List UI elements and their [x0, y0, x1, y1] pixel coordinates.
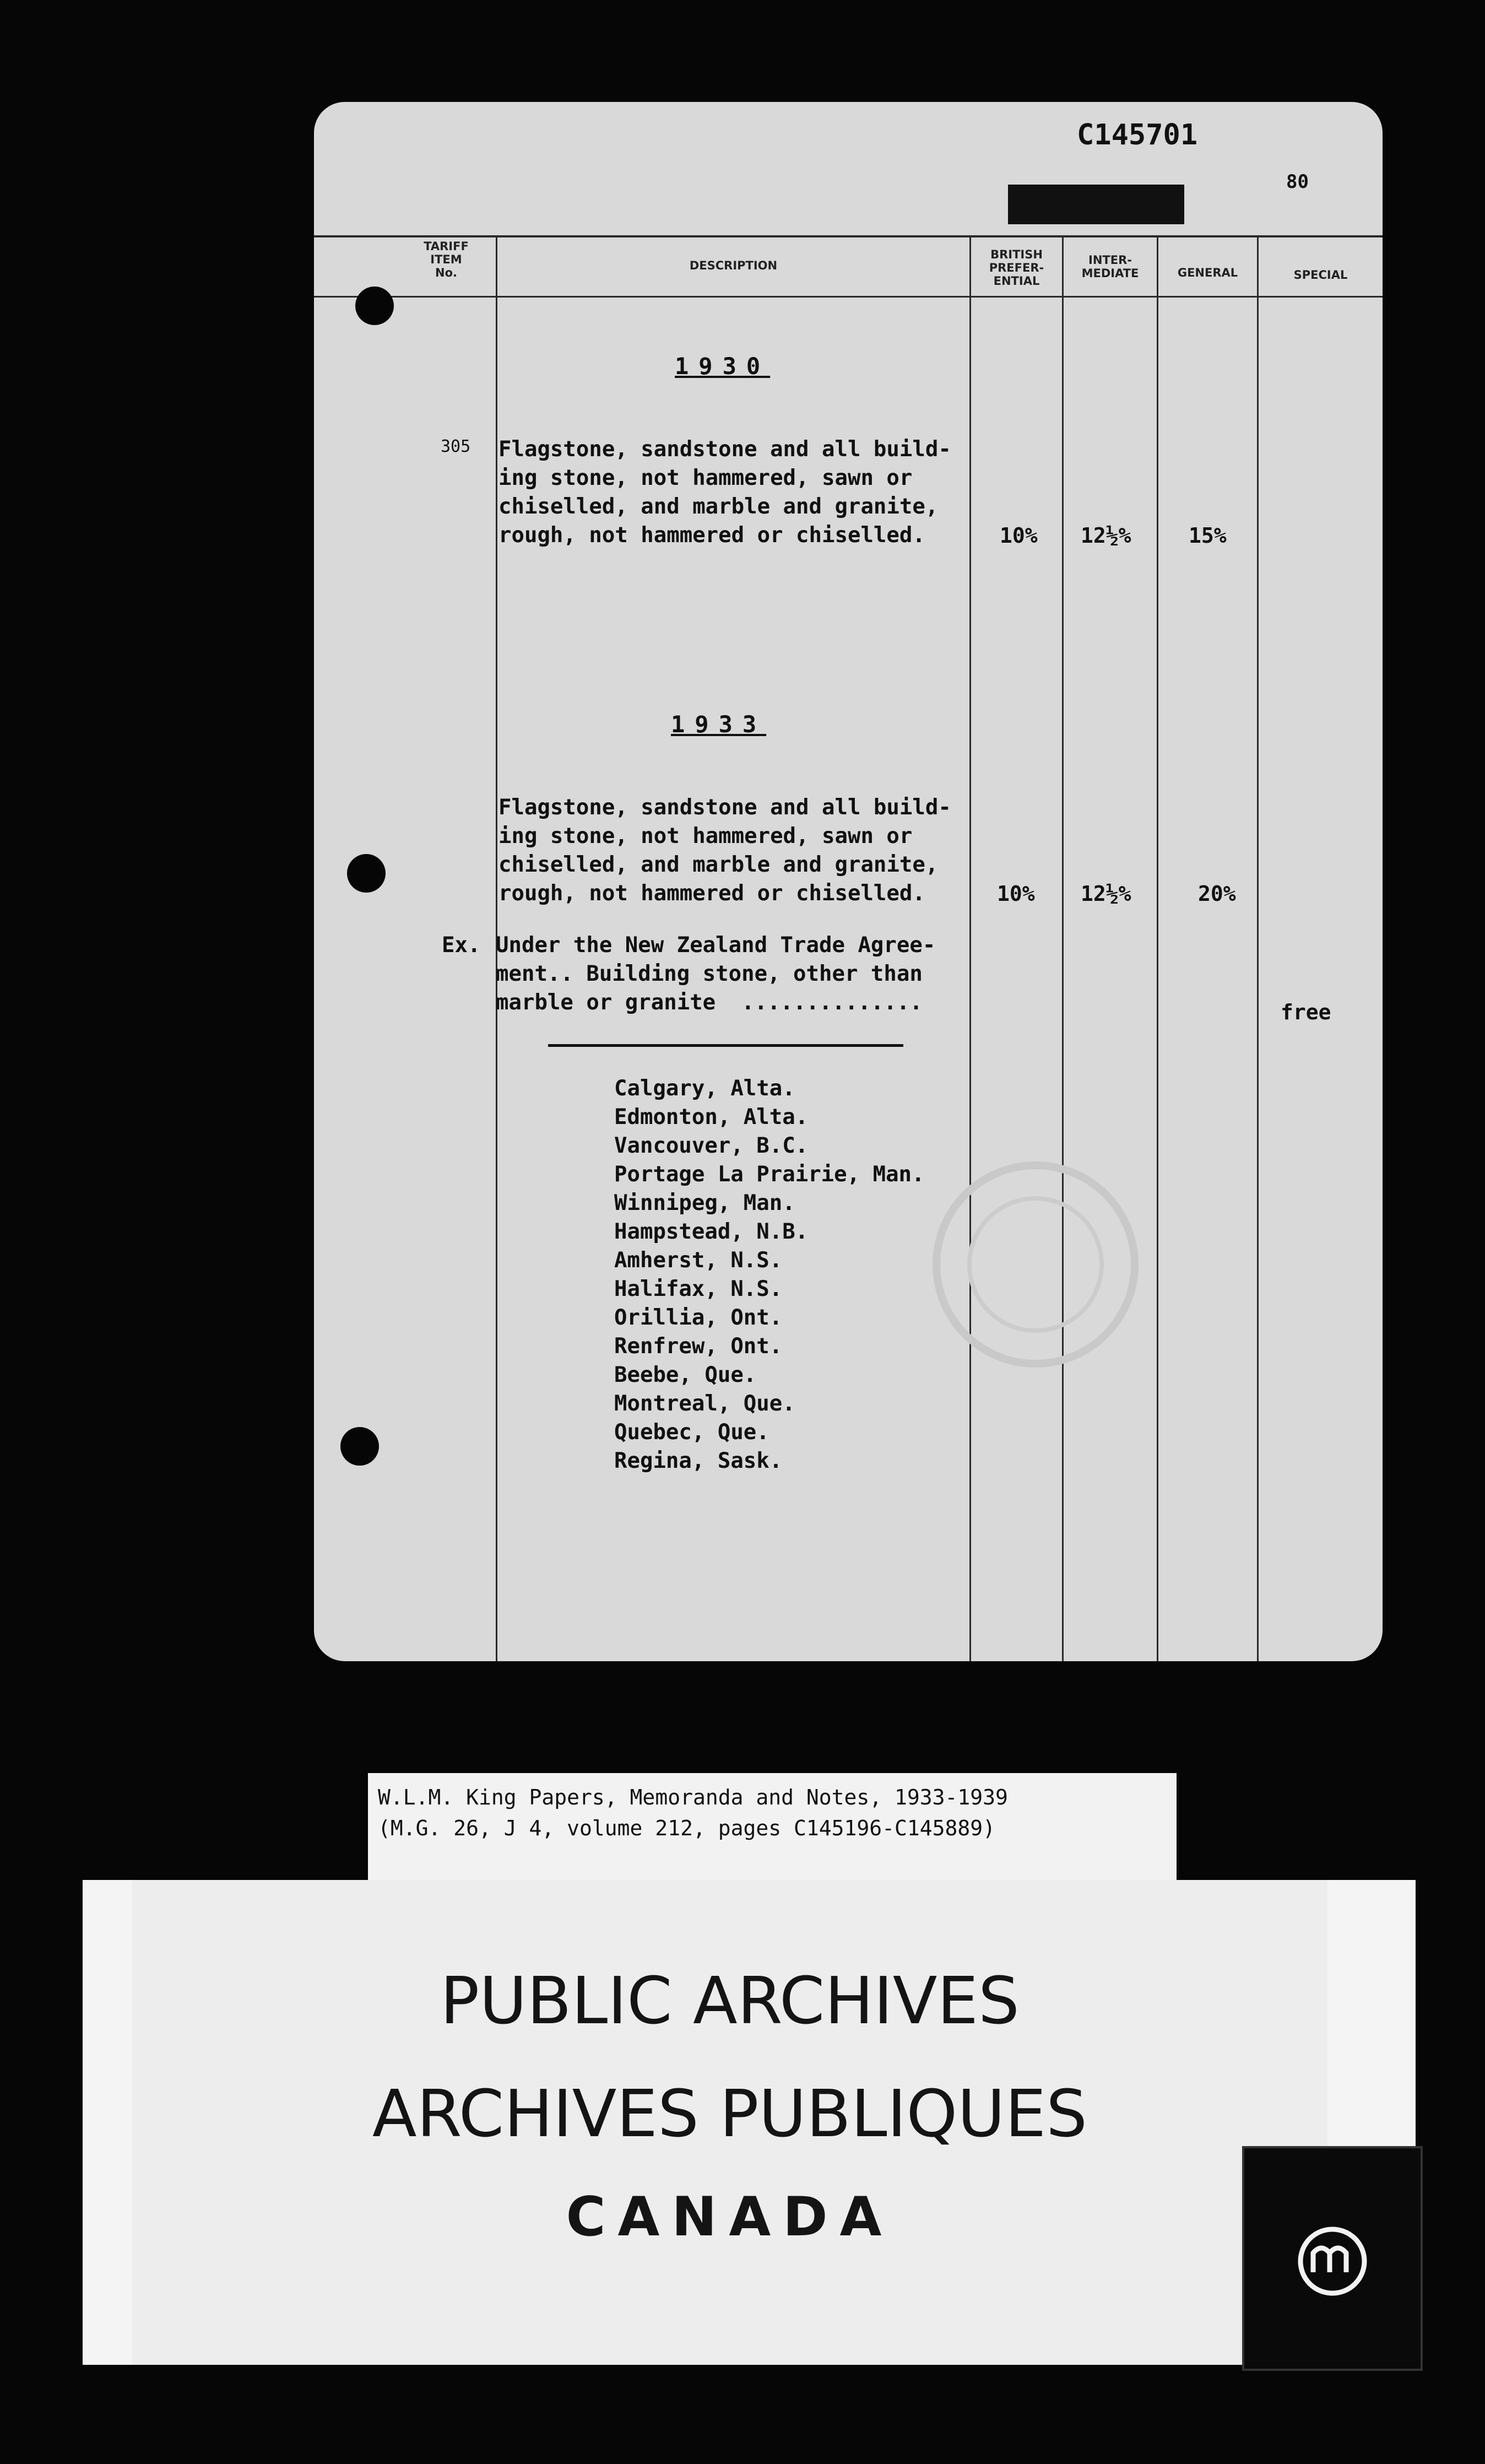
- location-item: Quebec, Que.: [614, 1420, 769, 1445]
- location-item: Edmonton, Alta.: [614, 1105, 809, 1130]
- archive-card-line-1: PUBLIC ARCHIVES: [440, 1963, 1020, 2039]
- location-item: Hampstead, N.B.: [614, 1219, 809, 1244]
- archive-card-inner: [132, 1880, 1327, 2365]
- archive-reference-label: [368, 1773, 1177, 1883]
- punch-hole: [355, 287, 394, 325]
- locations-list: [614, 1074, 925, 1476]
- archive-reference-line-1: W.L.M. King Papers, Memoranda and Notes, 1933-1939: [378, 1785, 1008, 1809]
- location-item: Orillia, Ont.: [614, 1305, 783, 1330]
- archive-card: [83, 1880, 1416, 2365]
- location-item: Portage La Prairie, Man.: [614, 1162, 925, 1187]
- column-rule-4: [1157, 235, 1158, 1661]
- location-item: Renfrew, Ont.: [614, 1334, 783, 1359]
- year-1933: 1933: [671, 711, 767, 738]
- document-page: [314, 102, 1383, 1661]
- header-british-preferential: BRITISH PREFER- ENTIAL: [989, 248, 1044, 288]
- archives-logo-box: [1242, 2146, 1423, 2371]
- header-intermediate: INTER- MEDIATE: [1081, 253, 1139, 280]
- description-1933: Flagstone, sandstone and all build- ing stone, not hammered, sawn or chiselled, and marble and granite, rough, not hammered or chiselled.: [498, 795, 951, 906]
- header-special: SPECIAL: [1293, 268, 1348, 282]
- rate-1930-general: 15%: [1189, 523, 1227, 548]
- rate-1930-british: 10%: [1000, 523, 1038, 548]
- column-rule-2: [969, 235, 971, 1661]
- location-item: Calgary, Alta.: [614, 1076, 795, 1101]
- exception-label: Ex.: [442, 933, 481, 958]
- archive-reference-line-2: (M.G. 26, J 4, volume 212, pages C145196-C145889): [378, 1816, 996, 1840]
- location-item: Beebe, Que.: [614, 1363, 757, 1387]
- redaction-bar: [1008, 185, 1184, 224]
- page-number: 80: [1286, 171, 1309, 193]
- header-bottom-rule: [314, 296, 1383, 298]
- location-item: Winnipeg, Man.: [614, 1191, 795, 1215]
- archive-card-line-3: CANADA: [566, 2186, 894, 2249]
- rate-1933-general: 20%: [1198, 882, 1236, 906]
- stamp-number: C145701: [1077, 118, 1198, 152]
- rate-1933-intermediate: 12½%: [1081, 882, 1131, 906]
- archives-logo-icon: [1291, 2220, 1374, 2303]
- watermark-seal-icon: [920, 1149, 1151, 1380]
- punch-hole: [340, 1427, 379, 1466]
- year-1930: 1930: [675, 353, 771, 380]
- exception-description: Under the New Zealand Trade Agree- ment.. Building stone, other than marble or granite ..............: [496, 933, 936, 1015]
- punch-hole: [347, 854, 386, 893]
- location-item: Amherst, N.S.: [614, 1248, 783, 1273]
- location-item: Montreal, Que.: [614, 1391, 795, 1416]
- location-item: Vancouver, B.C.: [614, 1133, 809, 1158]
- location-item: Regina, Sask.: [614, 1449, 783, 1473]
- header-description: DESCRIPTION: [689, 259, 778, 272]
- rate-1933-special: free: [1281, 1000, 1331, 1024]
- column-rule-3: [1062, 235, 1064, 1661]
- header-tariff-item: TARIFF ITEM No.: [424, 240, 469, 279]
- location-item: Halifax, N.S.: [614, 1277, 783, 1301]
- separator-line: [548, 1044, 903, 1047]
- column-rule-5: [1257, 235, 1259, 1661]
- header-general: GENERAL: [1177, 266, 1238, 279]
- tariff-item-number: 305: [441, 437, 471, 456]
- description-1930: Flagstone, sandstone and all build- ing stone, not hammered, sawn or chiselled, and marble and granite, rough, not hammered or chiselled.: [498, 437, 951, 548]
- header-top-rule: [314, 235, 1383, 237]
- rate-1933-british: 10%: [997, 882, 1035, 906]
- archive-card-line-2: ARCHIVES PUBLIQUES: [372, 2076, 1088, 2152]
- rate-1930-intermediate: 12½%: [1081, 523, 1131, 548]
